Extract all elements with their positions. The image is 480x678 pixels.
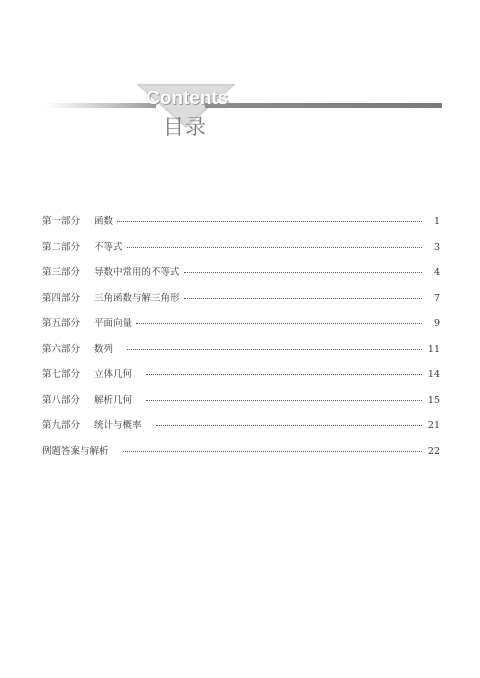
toc-title: 三角函数与解三角形 xyxy=(94,292,180,304)
toc-entry-4[interactable] xyxy=(42,290,440,316)
header-bar-left xyxy=(44,103,156,108)
toc-page-number: 9 xyxy=(433,318,440,329)
toc-title: 函数 xyxy=(94,216,114,227)
contents-word: Contents xyxy=(146,88,229,109)
toc-part-label: 第九部分 xyxy=(42,420,81,431)
toc-entry-2[interactable] xyxy=(42,239,440,265)
toc-header xyxy=(0,0,480,150)
table-of-contents xyxy=(42,213,440,468)
toc-leader-dots xyxy=(146,374,422,375)
toc-page-number: 21 xyxy=(427,420,440,431)
toc-part-label: 第四部分 xyxy=(42,292,81,304)
toc-part-label: 第五部分 xyxy=(42,318,81,329)
toc-page-number: 22 xyxy=(427,445,440,457)
toc-title: 平面向量 xyxy=(94,318,133,329)
toc-title: 统计与概率 xyxy=(94,420,142,431)
toc-title: 解析几何 xyxy=(94,394,133,406)
toc-leader-dots xyxy=(184,298,422,299)
toc-entry-6[interactable] xyxy=(42,341,440,367)
page-title: 目录 xyxy=(163,115,207,139)
toc-entry-9[interactable] xyxy=(42,417,440,443)
toc-entry-3[interactable] xyxy=(42,264,440,290)
toc-leader-dots xyxy=(184,272,422,273)
toc-part-label: 第六部分 xyxy=(42,343,81,355)
toc-title: 立体几何 xyxy=(94,369,133,380)
toc-leader-dots xyxy=(146,400,422,401)
toc-page-number: 15 xyxy=(427,394,440,406)
toc-page-number: 14 xyxy=(427,369,440,380)
toc-page-number: 1 xyxy=(433,216,440,227)
header-bar-right xyxy=(205,103,442,108)
toc-part-label: 例题答案与解析 xyxy=(42,445,109,457)
toc-leader-dots xyxy=(136,323,422,324)
toc-leader-dots xyxy=(156,425,422,426)
toc-entry-5[interactable] xyxy=(42,315,440,341)
toc-entry-7[interactable] xyxy=(42,366,440,392)
toc-title: 数列 xyxy=(94,343,114,355)
toc-page-number: 7 xyxy=(433,292,440,304)
toc-title: 导数中常用的不等式 xyxy=(94,267,180,278)
toc-title: 不等式 xyxy=(94,241,123,253)
toc-part-label: 第一部分 xyxy=(42,216,81,227)
toc-entry-10[interactable] xyxy=(42,443,440,469)
toc-part-label: 第二部分 xyxy=(42,241,81,253)
toc-page-number: 11 xyxy=(427,343,440,355)
toc-page-number: 3 xyxy=(433,241,440,253)
header-decoration xyxy=(0,0,480,150)
toc-entry-8[interactable] xyxy=(42,392,440,418)
toc-part-label: 第八部分 xyxy=(42,394,81,406)
toc-leader-dots xyxy=(123,451,422,452)
toc-entry-1[interactable] xyxy=(42,213,440,239)
toc-part-label: 第三部分 xyxy=(42,267,81,278)
toc-page-number: 4 xyxy=(433,267,440,278)
toc-leader-dots xyxy=(127,247,422,248)
toc-leader-dots xyxy=(117,221,422,222)
toc-leader-dots xyxy=(127,349,422,350)
toc-part-label: 第七部分 xyxy=(42,369,81,380)
